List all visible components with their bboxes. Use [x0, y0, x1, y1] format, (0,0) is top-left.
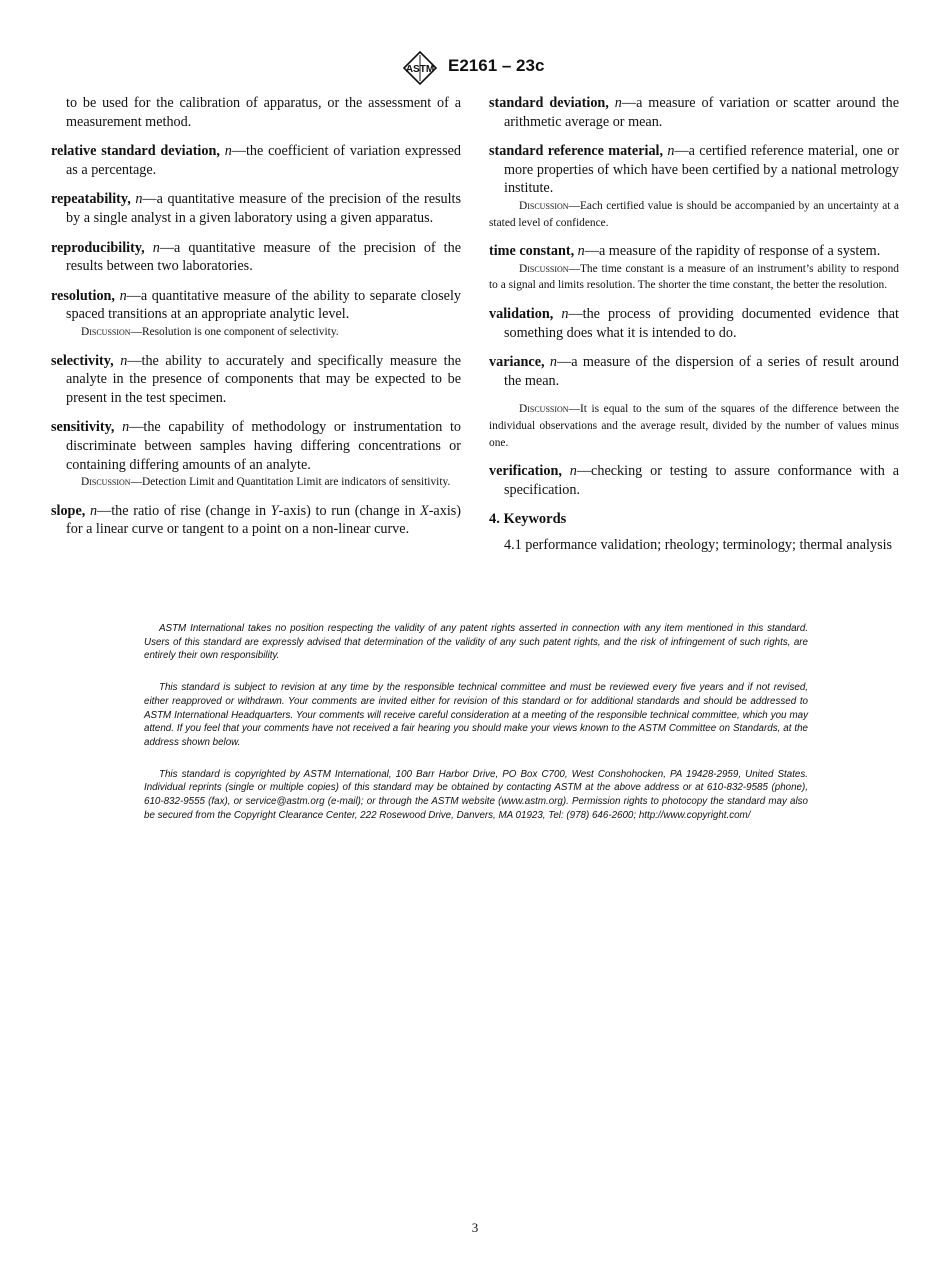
part-of-speech: n [120, 352, 128, 369]
part-of-speech: n [89, 502, 98, 519]
logo-text: ASTM [405, 64, 435, 75]
discussion-text: —It is equal to the sum of the squares of the difference between the individual observations and the average result, divided by the number of values minus one. [489, 403, 899, 449]
definition-sensitivity [51, 418, 461, 474]
discussion-label: Discussion [81, 476, 131, 489]
discussion-label: Discussion [519, 199, 569, 212]
definition-slope [51, 502, 461, 539]
legal-footer [144, 622, 808, 840]
definition-text: —a quantitative measure of the ability to separate closely spaced transitions at an appropriate analytic level. [66, 287, 462, 323]
discussion-label: Discussion [519, 403, 569, 416]
term: repeatability, [51, 191, 131, 208]
discussion-standard-reference-material [489, 198, 899, 231]
section-heading-keywords: 4. Keywords [489, 511, 567, 528]
definition-text: —a quantitative measure of the precision of the results between two laboratories. [66, 239, 461, 275]
definition-selectivity [51, 352, 461, 408]
discussion-time-constant [489, 261, 899, 294]
definition-text: -axis) to run (change in [278, 502, 421, 519]
keywords-paragraph: 4.1 performance validation; rheology; terminology; thermal analysis [504, 536, 893, 553]
discussion-text: —Detection Limit and Quantitation Limit are indicators of sensitivity. [130, 476, 451, 489]
part-of-speech: n [119, 287, 127, 304]
discussion-text: —Resolution is one component of selectivity. [130, 325, 339, 338]
definition-text: —a measure of variation or scatter around the arithmetic average or mean. [504, 95, 900, 130]
definition-standard-deviation [489, 94, 899, 131]
definition-repeatability [51, 190, 461, 227]
definition-resolution [51, 287, 461, 324]
revision-notice: This standard is subject to revision at any time by the responsible technical committee and must be reviewed every five years and if not revised, either reapproved or withdrawn. Your comments are invited either for revision of this standard or for additional standards and should be addressed to ASTM International Headquarters. Your comments will receive careful consideration at a meeting of the responsible technical committee, which you may attend. If you feel that your comments have not received a fair hearing you should make your views known to the ASTM Committee on Standards, at the address shown below. [144, 682, 808, 748]
term: variance, [489, 354, 545, 371]
term: standard deviation, [489, 95, 609, 111]
right-column [489, 94, 899, 554]
term: standard reference material, [489, 143, 664, 160]
definition-text: —checking or testing to assure conformance with a specification. [504, 463, 900, 498]
part-of-speech: n [152, 239, 160, 256]
part-of-speech: n [549, 354, 558, 371]
part-of-speech: n [135, 191, 143, 208]
definition-text: -axis) for a linear curve or tangent to a point on a non-linear curve. [66, 502, 462, 538]
term: reproducibility, [51, 239, 145, 256]
continuation-text: to be used for the calibration of apparatus, or the assessment of a measurement method. [66, 95, 461, 130]
definition-text: —the ratio of rise (change in [97, 502, 271, 519]
discussion-sensitivity [51, 474, 461, 491]
part-of-speech: n [122, 419, 130, 436]
left-column [51, 94, 461, 550]
definition-text: —the ability to accurately and specifically measure the analyte in the presence of components that may be expected to be present in the test specimen. [66, 352, 462, 406]
page-header [0, 50, 950, 86]
definition-text: —a certified reference material, one or more properties of which have been certified by a national metrology institute. [504, 143, 900, 197]
term: validation, [489, 305, 554, 322]
page-number: 3 [471, 1220, 479, 1235]
part-of-speech: n [561, 305, 569, 322]
discussion-variance [489, 401, 899, 451]
astm-logo-icon [402, 51, 438, 85]
term: verification, [489, 463, 562, 480]
discussion-label: Discussion [519, 262, 569, 275]
term: resolution, [51, 287, 115, 304]
definition-standard-reference-material [489, 142, 899, 198]
definition-text: —the coefficient of variation expressed as a percentage. [66, 143, 461, 178]
term: time constant, [489, 243, 575, 260]
part-of-speech: n [569, 463, 577, 480]
definition-text: —a measure of the rapidity of response of a system. [584, 243, 881, 260]
definition-text: —the capability of methodology or instrumentation to discriminate between samples having differing concentrations or containing differing amounts of an analyte. [66, 419, 461, 473]
copyright-notice: This standard is copyrighted by ASTM International, 100 Barr Harbor Drive, PO Box C700, West Conshohocken, PA 19428-2959, United States. Individual reprints (single or multiple copies) of this standard may be obtained by contacting ASTM at the above address or at 610-832-9585 (phone), 610-832-9555 (fax), or service@astm.org (e-mail); or through the ASTM website (www.astm.org). Permission rights to photocopy the standard may also be secured from the Copyright Clearance Center, 222 Rosewood Drive, Danvers, MA 01923, Tel: (978) 646-2600; http://www.copyright.com/ [144, 768, 808, 821]
definition-reproducibility [51, 239, 461, 276]
definition-text: —the process of providing documented evidence that something does what it is intended to do. [504, 305, 899, 341]
definition-text: —a quantitative measure of the precision of the results by a single analyst in a given laboratory using a given apparatus. [66, 191, 462, 226]
definition-verification [489, 462, 899, 499]
definition-relative-standard-deviation [51, 142, 461, 179]
term: selectivity, [51, 352, 114, 369]
term: sensitivity, [51, 419, 115, 436]
definition-text: —a measure of the dispersion of a series of result around the mean. [504, 354, 899, 389]
x-axis-variable: X [420, 502, 429, 519]
definition-validation [489, 305, 899, 342]
part-of-speech: n [224, 143, 232, 160]
discussion-text: —The time constant is a measure of an instrument’s ability to respond to a signal and limits resolution. The shorter the time constant, the better the resolution. [489, 262, 899, 292]
y-axis-variable: Y [270, 502, 279, 519]
discussion-label: Discussion [81, 325, 131, 338]
term: relative standard deviation, [51, 143, 220, 160]
standard-designation: E2161 – 23c [448, 56, 545, 75]
discussion-resolution [51, 324, 461, 341]
term: slope, [51, 502, 86, 519]
discussion-text: —Each certified value is should be accompanied by an uncertainty at a stated level of confidence. [489, 199, 899, 229]
part-of-speech: n [577, 243, 585, 260]
patent-notice: ASTM International takes no position respecting the validity of any patent rights asserted in connection with any item mentioned in this standard. Users of this standard are expressly advised that determination of the validity of any such patent rights, and the risk of infringement of such rights, are entirely their own responsibility. [144, 623, 808, 662]
definition-time-constant [489, 242, 899, 261]
part-of-speech: n [614, 95, 622, 111]
part-of-speech: n [667, 143, 675, 160]
definition-variance [489, 353, 899, 390]
